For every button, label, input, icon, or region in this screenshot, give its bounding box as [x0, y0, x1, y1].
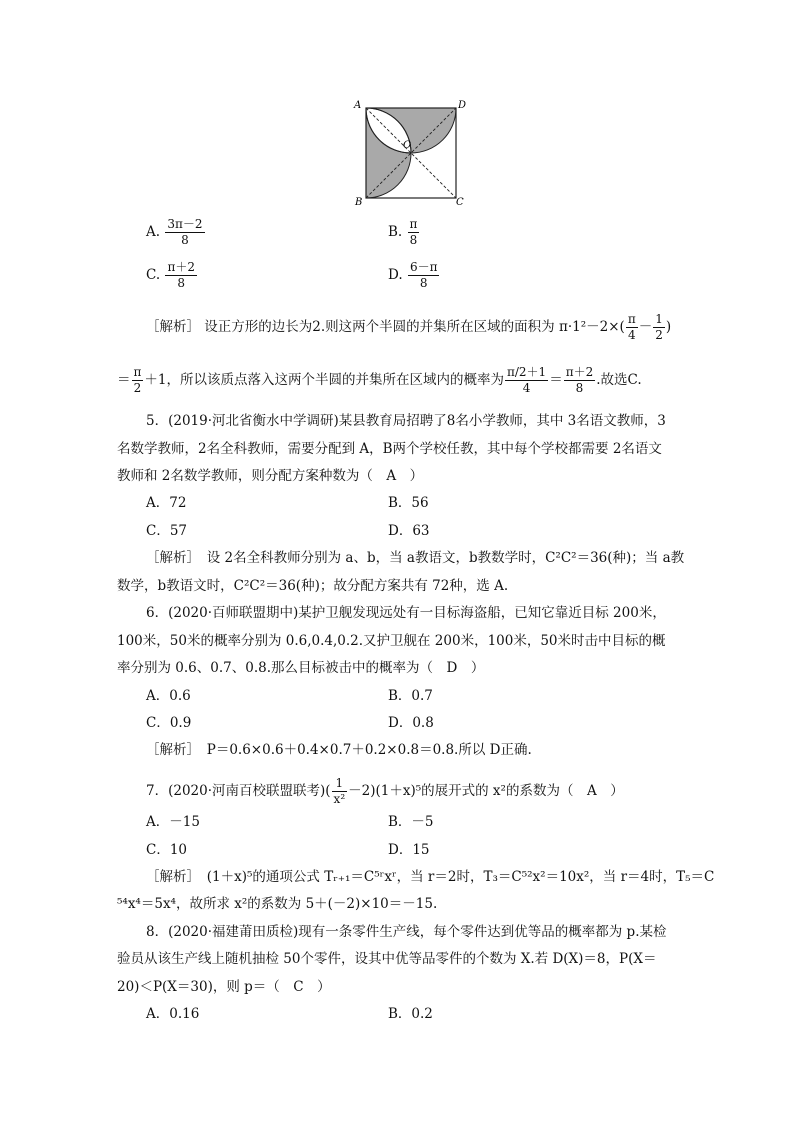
q6-stem-line-2: 100米，50米的概率分别为 0.6,0.4,0.2.又护卫舰在 200米，100米，50米时击中目标的概 [117, 633, 666, 649]
q7-solution-line-1: ［解析］ (1＋x)⁵的通项公式 Tᵣ₊₁＝C⁵ʳxʳ，当 r＝2时，T₃＝C⁵²x²＝10x²，当 r＝4时，T₅＝C [146, 869, 715, 885]
q4-option-a-fraction: $\frac{3\pi-2}{8}$ [167, 217, 203, 247]
q5-solution-line-2: 数学，b教语文时，C²C²＝36(种)；故分配方案共有 72种，选 A. [117, 578, 509, 594]
q7-fraction: $\frac{1}{\text{x²}}$ [333, 776, 346, 806]
label-b: B [355, 197, 363, 208]
q5-stem-line-3: 教师和 2名数学教师，则分配方案种数为（ A ） [117, 468, 424, 484]
q4-option-b [388, 217, 420, 248]
q4-solution-text: 设正方形的边长为2.则这两个半圆的并集所在区域的面积为 π·1²－2×( [204, 319, 625, 335]
q4-sol-fraction-pi-4: $\frac{\pi}{4}$ [627, 312, 636, 342]
q5-stem-line-1: 5．(2019·河北省衡水中学调研)某县教育局招聘了8名小学教师，其中 3名语文教师，3 [146, 413, 666, 429]
q6-stem-line-3: 率分别为 0.6、0.7、0.8.那么目标被击中的概率为（ D ） [117, 660, 485, 676]
q4-option-d-label: D. [388, 267, 403, 283]
q8-stem-line-1: 8．(2020·福建莆田质检)现有一条零件生产线，每个零件达到优等品的概率都为 p.某检 [146, 924, 667, 940]
q5-option-a: A．72 [146, 495, 187, 511]
q7-option-c: C．10 [146, 842, 188, 858]
q4-solution-line-2: ＝ $\frac{\pi}{2}$ ＋1，所以该质点落入这两个半圆的并集所在区域内的概率为 $\frac{\pi/2+1}{4}$ ＝ $\frac{\pi+2}{8}$ .故选C. [117, 365, 642, 395]
q6-option-b: B．0.7 [388, 688, 433, 704]
q8-option-b: B．0.2 [388, 1006, 433, 1022]
q5-solution-line-1: ［解析］ 设 2名全科教师分别为 a、b，当 a教语文，b教数学时，C²C²＝36(种)；当 a教 [146, 550, 685, 566]
q6-solution-line-1: ［解析］ P＝0.6×0.6＋0.4×0.7＋0.2×0.8＝0.8.所以 D正确. [146, 742, 532, 758]
q5-stem-line-2: 名数学教师，2名全科教师，需要分配到 A，B两个学校任教，其中每个学校都需要 2名语文 [117, 441, 662, 457]
q5-option-b: B．56 [388, 495, 429, 511]
q4-option-b-fraction: $\frac{\pi}{8}$ [409, 217, 418, 247]
q4-solution-text-2: ＋1，所以该质点落入这两个半圆的并集所在区域内的概率为 [144, 372, 504, 388]
q8-stem-line-3: 20)＜P(X＝30)，则 p＝（ C ） [117, 979, 331, 995]
q7-option-b: B．－5 [388, 814, 434, 830]
q7-option-d: D．15 [388, 842, 430, 858]
q4-solution-tag: ［解析］ [146, 319, 200, 335]
square-semicircles-figure [352, 96, 467, 208]
label-c: C [456, 197, 464, 208]
q4-solution-line-1: ［解析］ 设正方形的边长为2.则这两个半圆的并集所在区域的面积为 π·1²－2×( $\frac{\pi}{4}$ － $\frac{1}{2}$ ) [146, 312, 672, 342]
q5-option-c: C．57 [146, 523, 188, 539]
label-d: D [458, 100, 467, 111]
q4-option-d [388, 260, 440, 291]
q7-option-a: A．－15 [146, 814, 200, 830]
q6-option-d: D．0.8 [388, 715, 434, 731]
q4-option-b-label: B. [388, 224, 403, 240]
q8-option-a: A．0.16 [146, 1006, 200, 1022]
q4-option-c [146, 260, 198, 291]
label-o: O [403, 140, 412, 151]
q4-option-a-label: A. [146, 224, 161, 240]
q4-sol-result-fraction: $\frac{\pi+2}{8}$ [565, 365, 594, 395]
q4-option-a [146, 217, 206, 248]
q6-stem-line-1: 6．(2020·百师联盟期中)某护卫舰发现远处有一目标海盗船，已知它靠近目标 200米， [146, 605, 666, 621]
q6-option-a: A．0.6 [146, 688, 191, 704]
q4-sol-compound-fraction: $\frac{\pi/2+1}{4}$ [506, 365, 547, 395]
q7-stem-line-1: 7．(2020·河南百校联盟联考)( $\frac{1}{\text{x²}}$ －2)(1＋x)⁵的展开式的 x²的系数为（ A ） [146, 776, 624, 806]
q5-option-d: D．63 [388, 523, 430, 539]
q7-solution-line-2: ⁵⁴x⁴＝5x⁴，故所求 x²的系数为 5＋(－2)×10＝－15. [117, 896, 438, 912]
label-a: A [354, 100, 362, 111]
q4-option-c-fraction: $\frac{\pi+2}{8}$ [167, 260, 195, 290]
q4-option-d-fraction: $\frac{6-\pi}{8}$ [409, 260, 438, 290]
q6-option-c: C．0.9 [146, 715, 192, 731]
q4-sol-fraction-1-2: $\frac{1}{2}$ [655, 312, 663, 342]
q8-stem-line-2: 验员从该生产线上随机抽检 50个零件，设其中优等品零件的个数为 X.若 D(X)＝8，P(X＝ [117, 951, 657, 967]
q4-option-c-label: C. [146, 267, 161, 283]
q4-sol-fraction-pi-2: $\frac{\pi}{2}$ [133, 365, 142, 395]
